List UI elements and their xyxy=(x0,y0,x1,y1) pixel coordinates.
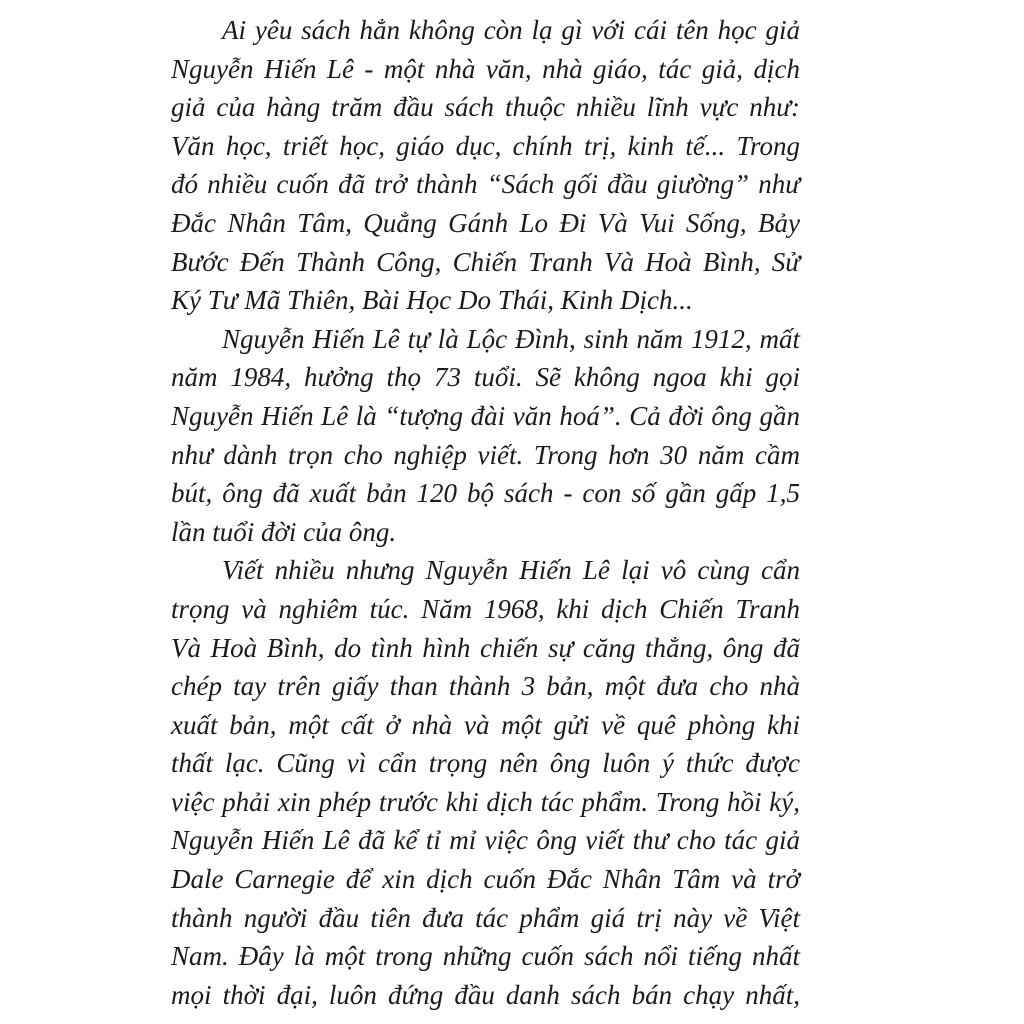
text-line-content: lần tuổi đời của ông. xyxy=(171,516,397,547)
text-line-content: trọng và nghiêm túc. Năm 1968, khi dịch Chiến Tranh xyxy=(171,593,800,624)
text-line-content: Đắc Nhân Tâm, Quẳng Gánh Lo Đi Và Vui Sống, Bảy xyxy=(171,207,800,238)
text-line xyxy=(171,50,800,89)
text-line xyxy=(171,320,800,359)
text-line-content: Nguyễn Hiến Lê - một nhà văn, nhà giáo, tác giả, dịch xyxy=(171,53,800,84)
text-line-content: Viết nhiều nhưng Nguyễn Hiến Lê lại vô cùng cẩn xyxy=(222,555,800,586)
text-line xyxy=(171,551,800,590)
text-line-content: Nguyễn Hiến Lê là “tượng đài văn hoá”. Cả đời ông gần xyxy=(171,400,800,431)
text-line xyxy=(171,821,800,860)
text-line-content: xuất bản, một cất ở nhà và một gửi về quê phòng khi xyxy=(171,709,800,740)
text-line xyxy=(171,88,800,127)
text-line-content: Và Hoà Bình, do tình hình chiến sự căng thẳng, ông đã xyxy=(171,632,800,663)
text-line-content: Nguyễn Hiến Lê đã kể tỉ mỉ việc ông viết thư cho tác giả xyxy=(171,825,800,856)
text-column xyxy=(171,11,800,1014)
text-line xyxy=(171,281,800,320)
text-line-content: thành người đầu tiên đưa tác phẩm giá trị này về Việt xyxy=(171,902,800,933)
text-line-content: Nguyễn Hiến Lê tự là Lộc Đình, sinh năm 1912, mất xyxy=(222,323,800,354)
paragraph xyxy=(171,551,800,1014)
text-line xyxy=(171,127,800,166)
text-line-content: thất lạc. Cũng vì cẩn trọng nên ông luôn ý thức được xyxy=(171,748,800,779)
text-line-content: chép tay trên giấy than thành 3 bản, một đưa cho nhà xyxy=(171,671,800,702)
text-line xyxy=(171,899,800,938)
text-line xyxy=(171,667,800,706)
text-line xyxy=(171,474,800,513)
text-line xyxy=(171,243,800,282)
text-line-content: Văn học, triết học, giáo dục, chính trị, kinh tế... Trong xyxy=(171,130,800,161)
text-line xyxy=(171,11,800,50)
text-line-content: việc phải xin phép trước khi dịch tác phẩm. Trong hồi ký, xyxy=(171,786,800,817)
text-line xyxy=(171,436,800,475)
paragraph xyxy=(171,11,800,320)
text-line xyxy=(171,629,800,668)
text-line xyxy=(171,976,800,1015)
text-line xyxy=(171,744,800,783)
text-line xyxy=(171,204,800,243)
text-line-content: giả của hàng trăm đầu sách thuộc nhiều lĩnh vực như: xyxy=(171,92,800,123)
paragraph xyxy=(171,320,800,552)
text-line-content: đó nhiều cuốn đã trở thành “Sách gối đầu giường” như xyxy=(171,169,800,200)
text-line xyxy=(171,783,800,822)
text-line-content: như dành trọn cho nghiệp viết. Trong hơn 30 năm cầm xyxy=(171,439,800,470)
text-line-content: Ký Tư Mã Thiên, Bài Học Do Thái, Kinh Dịch... xyxy=(171,285,693,316)
text-line xyxy=(171,706,800,745)
text-line-content: Ai yêu sách hẳn không còn lạ gì với cái tên học giả xyxy=(222,15,800,45)
text-line xyxy=(171,165,800,204)
text-line xyxy=(171,358,800,397)
text-line-content: bút, ông đã xuất bản 120 bộ sách - con số gần gấp 1,5 xyxy=(171,478,800,509)
text-line xyxy=(171,860,800,899)
text-line-content: mọi thời đại, luôn đứng đầu danh sách bán chạy nhất, xyxy=(171,979,800,1010)
text-line xyxy=(171,937,800,976)
text-line-content: năm 1984, hưởng thọ 73 tuổi. Sẽ không ngoa khi gọi xyxy=(171,362,800,393)
text-line xyxy=(171,590,800,629)
text-line xyxy=(171,513,800,552)
text-line-content: Bước Đến Thành Công, Chiến Tranh Và Hoà Bình, Sử xyxy=(171,246,800,277)
text-line-content: Nam. Đây là một trong những cuốn sách nổi tiếng nhất xyxy=(171,941,800,972)
text-line-content: Dale Carnegie để xin dịch cuốn Đắc Nhân Tâm và trở xyxy=(171,864,800,895)
text-line xyxy=(171,397,800,436)
